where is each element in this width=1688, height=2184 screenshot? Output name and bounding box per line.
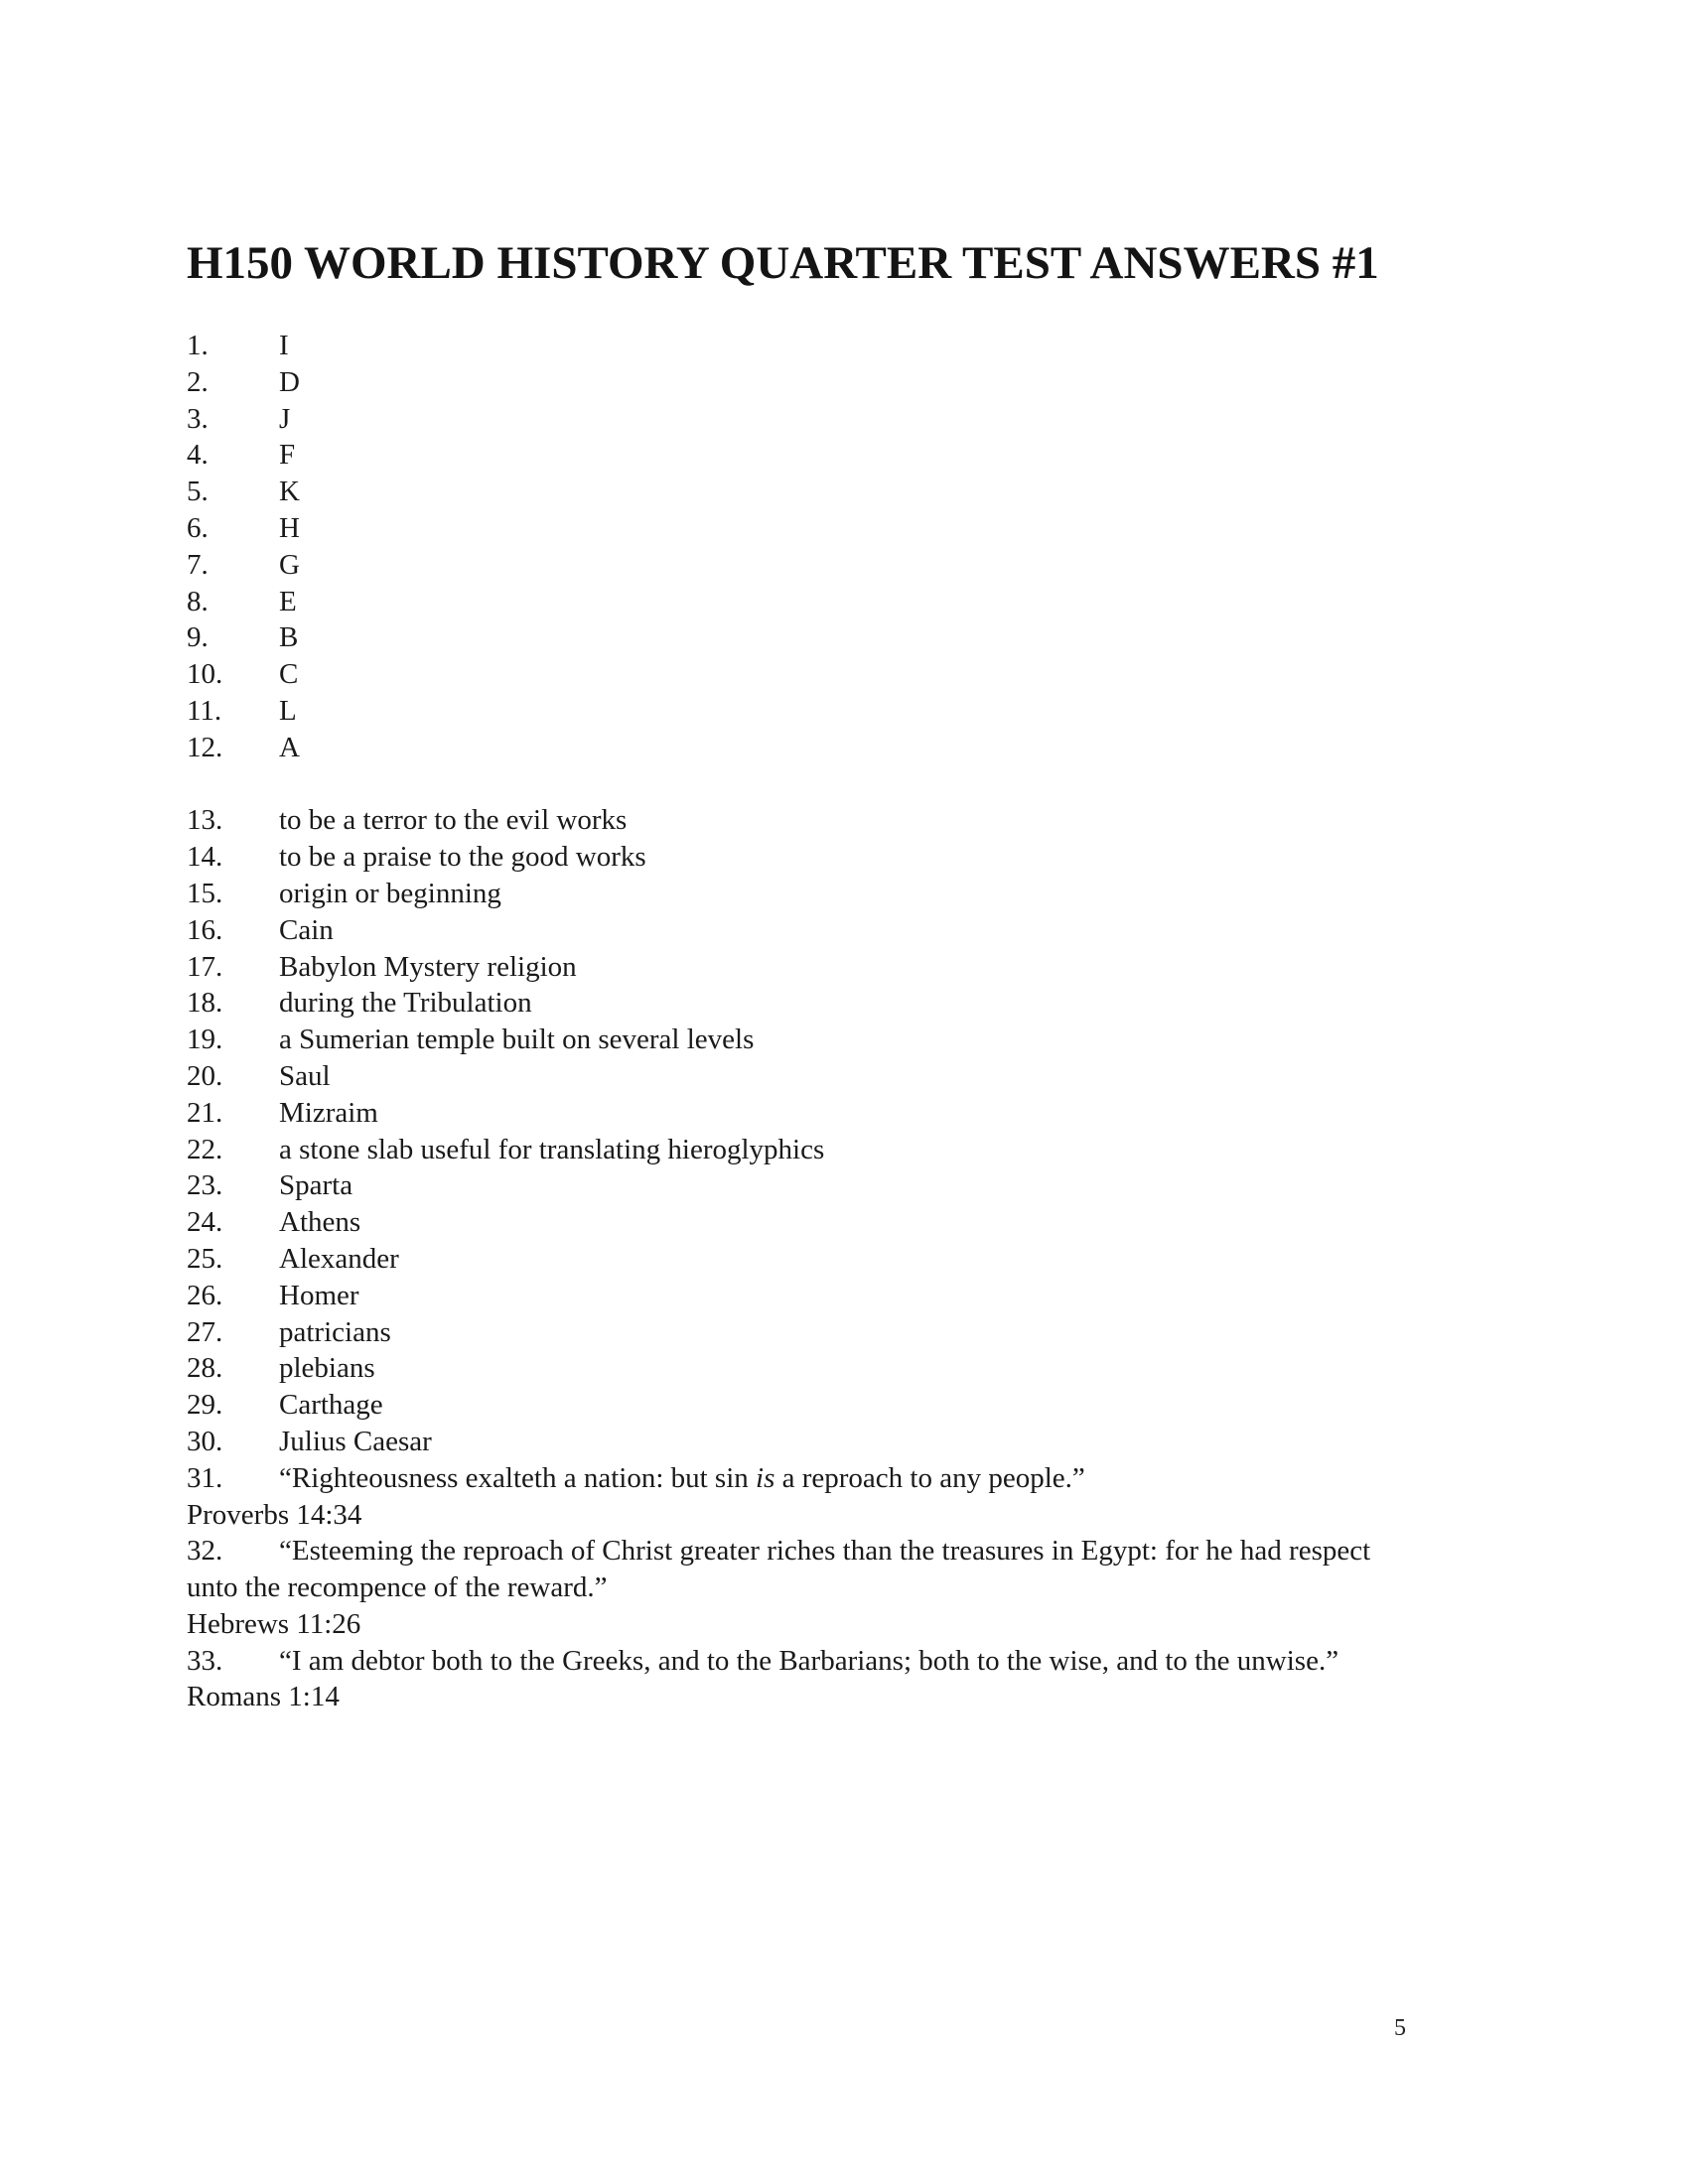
answer-number: 27.: [187, 1315, 223, 1348]
answer-text: during the Tribulation: [279, 987, 532, 1020]
answer-text: L: [279, 694, 297, 727]
answer-number: 8.: [187, 585, 209, 617]
answer-text: E: [279, 585, 297, 617]
answer-item: [187, 912, 1408, 949]
answer-item: [187, 1204, 1408, 1241]
answer-number: 16.: [187, 913, 223, 946]
answer-item: [187, 730, 1408, 766]
answer-text: C: [279, 658, 299, 691]
answer-text: G: [279, 548, 300, 581]
answer-text: origin or beginning: [279, 877, 501, 909]
verse-text: a reproach to any people.”: [774, 1461, 1085, 1494]
answer-item: [187, 1424, 1408, 1460]
answer-number: 3.: [187, 402, 209, 435]
answer-item: [187, 876, 1408, 912]
answer-text: Saul: [279, 1059, 331, 1092]
answer-number: 13.: [187, 804, 223, 837]
verse-reference: Proverbs 14:34: [187, 1498, 362, 1531]
answer-number: 22.: [187, 1133, 223, 1165]
answer-number: 18.: [187, 987, 223, 1020]
answer-text: a stone slab useful for translating hieroglyphics: [279, 1133, 825, 1165]
answer-number: 4.: [187, 439, 209, 472]
answer-number: 28.: [187, 1352, 223, 1385]
answer-text: Alexander: [279, 1242, 399, 1275]
answer-text: Carthage: [279, 1389, 383, 1422]
page-number: 5: [1394, 2015, 1406, 2041]
answer-item: [187, 474, 1408, 510]
verse-text-italic: is: [756, 1461, 775, 1494]
answer-item: [187, 802, 1408, 839]
answer-text: Mizraim: [279, 1096, 378, 1129]
answer-text: H: [279, 511, 300, 544]
verse-text: “Righteousness exalteth a nation: but sin: [279, 1461, 757, 1494]
answer-number: 1.: [187, 330, 209, 361]
answer-list: [187, 328, 1408, 1715]
answer-text: D: [279, 365, 300, 398]
answer-number: 25.: [187, 1242, 223, 1275]
answer-number: 7.: [187, 548, 209, 581]
answer-item: [187, 401, 1408, 438]
answer-item: [187, 1278, 1408, 1314]
answer-text: Julius Caesar: [279, 1425, 432, 1457]
answer-number: 30.: [187, 1425, 223, 1457]
answer-number: 31.: [187, 1461, 223, 1494]
answer-number: 29.: [187, 1389, 223, 1422]
answer-item: [187, 437, 1408, 474]
answer-item: [187, 584, 1408, 620]
answer-number: 24.: [187, 1206, 223, 1239]
answer-text: Homer: [279, 1279, 359, 1311]
answer-text: A: [279, 731, 300, 763]
answer-text: to be a praise to the good works: [279, 841, 646, 874]
answer-number: 5.: [187, 476, 209, 508]
answer-item: [187, 693, 1408, 730]
page-title: H150 WORLD HISTORY QUARTER TEST ANSWERS #1: [187, 237, 1379, 289]
answer-item: [187, 547, 1408, 584]
verse-text: “I am debtor both to the Greeks, and to the Barbarians; both to the wise, and to the unwise.”: [279, 1644, 1339, 1677]
answer-number: 33.: [187, 1644, 223, 1677]
answer-text: to be a terror to the evil works: [279, 804, 628, 837]
answer-number: 19.: [187, 1024, 223, 1056]
answer-number: 6.: [187, 511, 209, 544]
verse-answer: [187, 1643, 1408, 1680]
answer-item: [187, 328, 1408, 364]
answer-item: [187, 1350, 1408, 1387]
answer-item: [187, 619, 1408, 656]
answer-text: plebians: [279, 1352, 375, 1385]
answer-text: a Sumerian temple built on several levels: [279, 1024, 755, 1056]
answer-text: I: [279, 330, 289, 361]
verse-answer: [187, 1533, 1408, 1606]
answer-item: [187, 1095, 1408, 1132]
answer-text: K: [279, 476, 300, 508]
answer-text: B: [279, 621, 299, 654]
answer-text: Sparta: [279, 1169, 353, 1202]
answer-number: 9.: [187, 621, 209, 654]
answer-number: 15.: [187, 877, 223, 909]
answer-item: [187, 1241, 1408, 1278]
answer-item: [187, 1058, 1408, 1095]
verse-reference: Romans 1:14: [187, 1681, 340, 1713]
answer-item: [187, 985, 1408, 1022]
answer-item: [187, 1022, 1408, 1058]
answer-number: 23.: [187, 1169, 223, 1202]
answer-number: 21.: [187, 1096, 223, 1129]
answer-text: Athens: [279, 1206, 361, 1239]
answer-text: patricians: [279, 1315, 391, 1348]
answer-item: [187, 839, 1408, 876]
answer-item: [187, 510, 1408, 547]
answer-text: J: [279, 402, 291, 435]
answer-number: 12.: [187, 731, 223, 763]
answer-number: 26.: [187, 1279, 223, 1311]
answer-number: 10.: [187, 658, 223, 691]
answer-item: [187, 1387, 1408, 1424]
verse-text: “Esteeming the reproach of Christ greater riches than the treasures in Egypt: for he had respect unto the recompence of the reward.”: [187, 1535, 1371, 1604]
answer-item: [187, 1132, 1408, 1168]
answer-text: F: [279, 439, 296, 472]
answer-number: 17.: [187, 950, 223, 983]
answer-number: 2.: [187, 365, 209, 398]
answer-number: 20.: [187, 1059, 223, 1092]
answer-number: 11.: [187, 694, 222, 727]
answer-item: [187, 949, 1408, 986]
answer-item: [187, 1314, 1408, 1351]
answer-item: [187, 364, 1408, 401]
answer-item: [187, 1167, 1408, 1204]
answer-item: [187, 656, 1408, 693]
answer-text: Cain: [279, 913, 334, 946]
verse-reference: Hebrews 11:26: [187, 1607, 361, 1640]
answer-text: Babylon Mystery religion: [279, 950, 577, 983]
answer-number: 14.: [187, 841, 223, 874]
answer-number: 32.: [187, 1535, 223, 1568]
verse-answer: [187, 1460, 1408, 1497]
section-spacer: [187, 766, 1408, 803]
